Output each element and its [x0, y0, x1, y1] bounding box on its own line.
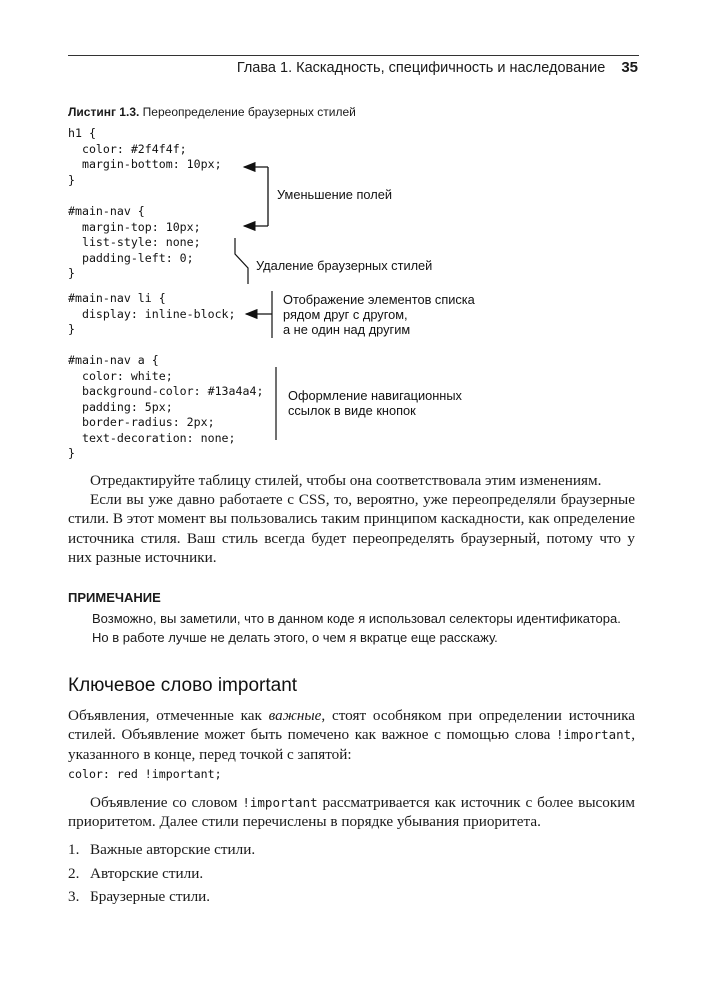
- paragraph-important-priority: [68, 793, 635, 832]
- code-block-main-nav-a: #main-nav a { color: white; background-color: #13a4a4; padding: 5px; border-radius: 2px; text-decoration: none; }: [68, 353, 264, 460]
- emphasis-important: важные: [268, 707, 322, 724]
- list-number: 2.: [68, 864, 80, 882]
- zigzag-bracket: [235, 238, 248, 284]
- annotation-inline-block: [283, 292, 475, 337]
- list-text: Важные авторские стили.: [90, 841, 256, 858]
- priority-list: [68, 838, 255, 909]
- annotation-inline-line: рядом друг с другом,: [283, 307, 408, 322]
- annotation-inline-line: а не один над другим: [283, 322, 411, 337]
- annotation-margins: Уменьшение полей: [277, 187, 392, 202]
- annotation-browser-styles: Удаление браузерных стилей: [256, 258, 433, 273]
- list-number: 1.: [68, 841, 80, 858]
- section-heading: Ключевое слово important: [68, 675, 298, 696]
- text-fragment: рассматривается как источник с более высоким приоритетом. Далее стили перечислены в порядке убывания приоритета.: [68, 794, 635, 831]
- text-fragment: Объявления, отмеченные как: [68, 707, 269, 724]
- list-text: Авторские стили.: [90, 864, 204, 882]
- annotation-buttons-line: Оформление навигационных: [288, 388, 462, 403]
- text-fragment: , указанного в конце, перед точкой с запятой:: [68, 726, 635, 763]
- list-item: [68, 838, 255, 862]
- code-block-main-nav-li: #main-nav li { display: inline-block; }: [68, 291, 236, 336]
- listing-label: Листинг 1.3.: [68, 105, 140, 119]
- inline-code-important: !important: [555, 727, 632, 743]
- code-block-h1: h1 { color: #2f4f4f; margin-bottom: 10px; }: [68, 126, 222, 187]
- annotation-inline-line: Отображение элементов списка: [283, 292, 475, 307]
- list-text: Браузерные стили.: [90, 888, 211, 905]
- note-title: ПРИМЕЧАНИЕ: [68, 590, 161, 605]
- paragraph-browser-override: Если вы уже давно работаете с CSS, то, вероятно, уже переопределяли браузерные стили. В этот момент вы пользовались таким принципом каскадности, как определение источника стиля. Ваш стиль всегда будет переопределять браузерный, потому что у них разные источники.: [68, 491, 635, 567]
- paragraph-edit-stylesheet: Отредактируйте таблицу стилей, чтобы она соответствовала этим изменениям.: [90, 472, 602, 489]
- list-item: [68, 862, 255, 886]
- text-fragment: , стоят особняком при определении источника стилей. Объявление может быть помечено как важное с помощью слова: [68, 707, 635, 744]
- page-number: 35: [621, 59, 638, 76]
- list-number: 3.: [68, 888, 80, 905]
- listing-title: Переопределение браузерных стилей: [142, 105, 356, 119]
- note-body: Возможно, вы заметили, что в данном коде я использовал селекторы идентификатора. Но в работе лучше не делать этого, о чем я вкратце еще расскажу.: [92, 611, 621, 645]
- list-item: [68, 885, 255, 909]
- inline-code-important: !important: [242, 795, 318, 810]
- annotation-buttons: [288, 388, 462, 418]
- chapter-title: Глава 1. Каскадность, специфичность и наследование: [236, 60, 606, 76]
- text-fragment: Объявление со словом: [90, 794, 243, 811]
- paragraph-important-intro: [68, 706, 635, 764]
- code-example-important: color: red !important;: [68, 767, 222, 781]
- annotation-buttons-line: ссылок в виде кнопок: [288, 403, 416, 418]
- code-block-main-nav: #main-nav { margin-top: 10px; list-style: none; padding-left: 0; }: [68, 204, 201, 280]
